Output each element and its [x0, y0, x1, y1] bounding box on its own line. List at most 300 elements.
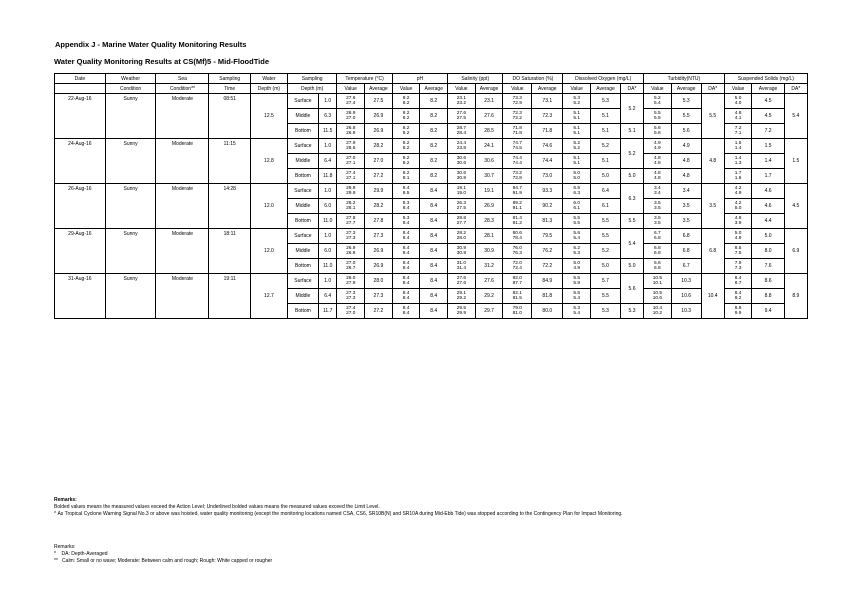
value-reading: 5.3	[573, 251, 581, 256]
value-reading: 5.5	[654, 110, 661, 116]
value-pair-cell	[503, 214, 532, 229]
sampling-depth-cell: 11.7	[318, 304, 336, 319]
value-reading: 30.6	[456, 155, 467, 161]
value-pair-cell	[503, 139, 532, 154]
header-cell: Value	[563, 84, 591, 94]
value-reading: 6.6	[654, 260, 661, 266]
value-pair-cell	[448, 124, 476, 139]
sampling-time-cell: 19:11	[209, 274, 251, 319]
water-quality-table	[54, 73, 808, 319]
value-reading: 6.1	[573, 206, 581, 211]
value-pair-cell	[448, 244, 476, 259]
value-reading: 5.4	[573, 296, 581, 301]
salinity-average: 27.6	[475, 109, 503, 124]
value-reading: 81.0	[512, 311, 522, 316]
value-pair-cell	[448, 304, 476, 319]
sampling-level-cell: Middle	[287, 199, 318, 214]
value-reading: 27.6	[346, 95, 356, 101]
value-pair-cell	[644, 124, 672, 139]
value-pair-cell	[392, 154, 420, 169]
ph-average: 8.4	[420, 259, 448, 274]
temp-average: 28.2	[365, 199, 393, 214]
header-cell: Salinity (ppt)	[448, 74, 503, 84]
do-saturation-average: 73.0	[532, 169, 563, 184]
header-cell: Average	[752, 84, 784, 94]
temp-average: 26.9	[365, 124, 393, 139]
turbidity-depth-average: 10.4	[701, 274, 724, 319]
value-reading: 5.5	[654, 116, 661, 121]
date-cell: 31-Aug-16	[55, 274, 106, 319]
value-pair-cell	[563, 229, 591, 244]
sampling-level-cell: Surface	[287, 184, 318, 199]
value-reading: 8.4	[402, 260, 410, 266]
value-pair-cell	[337, 259, 365, 274]
salinity-average: 30.6	[475, 154, 503, 169]
value-pair-cell	[503, 169, 532, 184]
temp-average: 29.9	[365, 184, 393, 199]
value-pair-cell	[724, 244, 752, 259]
weather-cell: Sunny	[105, 94, 156, 139]
value-pair-cell	[337, 274, 365, 289]
temp-average: 27.3	[365, 229, 393, 244]
value-pair-cell	[448, 229, 476, 244]
value-reading: 79.0	[512, 305, 522, 311]
weather-cell: Sunny	[105, 229, 156, 274]
value-pair-cell	[337, 154, 365, 169]
ss-average: 8.6	[752, 274, 784, 289]
sampling-depth-cell: 1.0	[318, 184, 336, 199]
sampling-depth-cell: 6.4	[318, 154, 336, 169]
value-reading: 81.5	[512, 296, 522, 301]
value-reading: 27.4	[346, 101, 356, 106]
value-reading: 73.3	[512, 95, 522, 101]
sea-condition-cell: Moderate	[156, 94, 209, 139]
do-average: 6.4	[591, 184, 621, 199]
do-bottom-value: 5.0	[620, 169, 643, 184]
do-saturation-average: 93.3	[532, 184, 563, 199]
value-pair-cell	[392, 244, 420, 259]
value-reading: 4.9	[654, 140, 661, 146]
temp-average: 27.0	[365, 154, 393, 169]
ph-average: 8.2	[420, 169, 448, 184]
value-reading: 8.4	[402, 305, 410, 311]
value-pair-cell	[503, 259, 532, 274]
header-cell: Condition	[105, 84, 156, 94]
salinity-average: 29.7	[475, 304, 503, 319]
value-reading: 30.6	[456, 170, 467, 176]
value-reading: 27.8	[346, 215, 356, 221]
sampling-time-cell: 08:51	[209, 94, 251, 139]
value-pair-cell	[724, 289, 752, 304]
header-cell: Value	[392, 84, 420, 94]
temp-average: 28.2	[365, 139, 393, 154]
value-reading: 5.1	[573, 131, 581, 136]
sampling-level-cell: Middle	[287, 109, 318, 124]
value-reading: 5.2	[573, 140, 581, 146]
do-bottom-value: 5.3	[620, 304, 643, 319]
header-cell: Average	[365, 84, 393, 94]
value-reading: 1.3	[734, 161, 742, 166]
temp-average: 27.3	[365, 289, 393, 304]
value-reading: 4.9	[654, 146, 661, 151]
sampling-time-cell: 14:28	[209, 184, 251, 229]
sampling-depth-cell: 11.8	[318, 169, 336, 184]
turbidity-depth-average: 5.5	[701, 94, 724, 139]
value-pair-cell	[563, 184, 591, 199]
salinity-average: 29.2	[475, 289, 503, 304]
value-pair-cell	[644, 109, 672, 124]
value-reading: 8.4	[402, 251, 410, 256]
ss-average: 8.0	[752, 244, 784, 259]
value-reading: 6.0	[573, 200, 581, 206]
header-cell: Average	[671, 84, 701, 94]
ph-average: 8.4	[420, 214, 448, 229]
header-cell: DA*	[701, 84, 724, 94]
value-reading: 27.9	[346, 140, 356, 146]
header-cell: Average	[420, 84, 448, 94]
do-average: 5.5	[591, 289, 621, 304]
value-pair-cell	[392, 199, 420, 214]
value-pair-cell	[563, 94, 591, 109]
turbidity-average: 4.8	[671, 169, 701, 184]
value-reading: 26.8	[346, 125, 356, 131]
turbidity-average: 3.5	[671, 214, 701, 229]
value-reading: 10.1	[652, 281, 663, 286]
value-reading: 5.0	[734, 95, 742, 101]
value-pair-cell	[392, 184, 420, 199]
do-bottom-value: 5.0	[620, 259, 643, 274]
value-reading: 71.8	[512, 125, 522, 131]
value-pair-cell	[724, 304, 752, 319]
value-reading: 26.9	[346, 131, 356, 136]
header-cell: Average	[532, 84, 563, 94]
value-reading: 8.4	[402, 236, 410, 241]
salinity-average: 24.1	[475, 139, 503, 154]
value-reading: 7.3	[734, 266, 742, 271]
value-reading: 8.2	[402, 131, 410, 136]
turbidity-depth-average: 3.5	[701, 184, 724, 229]
value-reading: 23.2	[456, 101, 467, 106]
turbidity-average: 4.8	[671, 154, 701, 169]
value-reading: 72.9	[512, 101, 522, 106]
do-saturation-average: 81.8	[532, 289, 563, 304]
value-reading: 7.9	[734, 260, 742, 266]
water-depth-cell: 12.7	[250, 274, 287, 319]
table-row	[55, 139, 808, 154]
value-reading: 4.8	[654, 155, 661, 161]
value-pair-cell	[563, 139, 591, 154]
value-pair-cell	[503, 184, 532, 199]
header-cell: DO Saturation (%)	[503, 74, 563, 84]
value-pair-cell	[337, 124, 365, 139]
header-cell: Sampling	[287, 74, 337, 84]
value-reading: 27.7	[346, 221, 356, 226]
value-reading: 5.1	[573, 110, 581, 116]
sea-condition-cell: Moderate	[156, 229, 209, 274]
do-depth-average: 5.6	[620, 274, 643, 304]
value-reading: 5.4	[654, 101, 661, 106]
value-reading: 5.4	[573, 311, 581, 316]
value-reading: 82.0	[512, 275, 522, 281]
ph-average: 8.4	[420, 289, 448, 304]
value-reading: 4.8	[654, 170, 661, 176]
weather-cell: Sunny	[105, 139, 156, 184]
ss-average: 4.6	[752, 184, 784, 199]
header-cell: Value	[448, 84, 476, 94]
value-pair-cell	[448, 184, 476, 199]
value-reading: 6.5	[573, 185, 581, 191]
value-reading: 74.4	[512, 155, 522, 161]
temp-average: 27.5	[365, 94, 393, 109]
value-reading: 31.0	[456, 260, 467, 266]
value-reading: 8.2	[402, 146, 410, 151]
sampling-level-cell: Bottom	[287, 214, 318, 229]
temp-average: 27.2	[365, 304, 393, 319]
value-pair-cell	[448, 109, 476, 124]
value-reading: 10.6	[652, 296, 663, 301]
value-reading: 5.0	[573, 260, 581, 266]
do-depth-average: 6.3	[620, 184, 643, 214]
temp-average: 26.9	[365, 109, 393, 124]
header-cell: Water	[250, 74, 287, 84]
ph-average: 8.2	[420, 124, 448, 139]
value-reading: 27.6	[456, 281, 467, 286]
do-average: 5.3	[591, 304, 621, 319]
do-depth-average: 5.2	[620, 94, 643, 124]
value-reading: 26.8	[346, 251, 356, 256]
value-reading: 4.8	[734, 215, 742, 221]
temp-average: 27.8	[365, 214, 393, 229]
do-average: 6.1	[591, 199, 621, 214]
ss-average: 4.5	[752, 94, 784, 109]
sea-condition-cell: Moderate	[156, 274, 209, 319]
value-pair-cell	[448, 199, 476, 214]
value-pair-cell	[448, 169, 476, 184]
sampling-depth-cell: 6.0	[318, 199, 336, 214]
turbidity-average: 5.6	[671, 124, 701, 139]
ss-average: 1.5	[752, 139, 784, 154]
value-pair-cell	[644, 289, 672, 304]
value-reading: 74.5	[512, 146, 522, 151]
table-header	[55, 74, 808, 94]
sampling-depth-cell: 11.0	[318, 259, 336, 274]
value-reading: 27.6	[456, 275, 467, 281]
value-reading: 76.0	[512, 245, 522, 251]
value-pair-cell	[503, 124, 532, 139]
value-pair-cell	[503, 229, 532, 244]
ss-average: 7.2	[752, 124, 784, 139]
value-reading: 74.4	[512, 161, 522, 166]
value-pair-cell	[563, 199, 591, 214]
value-reading: 5.0	[573, 176, 581, 181]
value-reading: 24.4	[456, 140, 467, 146]
table-row	[55, 94, 808, 109]
value-reading: 3.9	[734, 221, 742, 226]
value-reading: 8.2	[402, 110, 410, 116]
value-reading: 8.7	[734, 281, 742, 286]
sampling-level-cell: Surface	[287, 229, 318, 244]
value-reading: 8.4	[402, 311, 410, 316]
value-pair-cell	[503, 304, 532, 319]
value-reading: 10.4	[652, 305, 663, 311]
value-reading: 5.4	[573, 236, 581, 241]
value-reading: 27.6	[456, 110, 467, 116]
value-reading: 72.2	[512, 116, 522, 121]
value-reading: 8.4	[402, 290, 410, 296]
value-pair-cell	[724, 214, 752, 229]
table-row	[55, 274, 808, 289]
value-reading: 28.4	[456, 131, 467, 136]
value-reading: 4.2	[734, 185, 742, 191]
value-reading: 5.0	[734, 206, 742, 211]
sampling-level-cell: Surface	[287, 139, 318, 154]
value-reading: 9.2	[734, 296, 742, 301]
value-reading: 4.9	[734, 191, 742, 196]
value-pair-cell	[392, 109, 420, 124]
value-reading: 6.7	[654, 230, 661, 236]
do-depth-average: 5.4	[620, 229, 643, 259]
sampling-level-cell: Middle	[287, 289, 318, 304]
sampling-depth-cell: 11.5	[318, 124, 336, 139]
value-pair-cell	[503, 154, 532, 169]
value-reading: 1.7	[734, 170, 742, 176]
appendix-title: Appendix J - Marine Water Quality Monitoring Results	[55, 40, 247, 49]
value-reading: 7.1	[734, 131, 742, 136]
sampling-level-cell: Surface	[287, 274, 318, 289]
value-pair-cell	[337, 184, 365, 199]
value-reading: 27.0	[346, 116, 356, 121]
value-reading: 8.5	[734, 245, 742, 251]
value-reading: 8.1	[402, 176, 410, 181]
value-reading: 76.3	[512, 251, 522, 256]
value-pair-cell	[563, 259, 591, 274]
turbidity-average: 10.3	[671, 304, 701, 319]
header-cell: Depth (m)	[250, 84, 287, 94]
remarks-line: Bolded values means the measured values exceed the Action Level; Underlined bolded values means the measured values exceed the Limit Level.	[54, 504, 380, 510]
value-reading: 81.2	[512, 221, 522, 226]
value-reading: 8.4	[734, 275, 742, 281]
value-reading: 19.1	[456, 185, 467, 191]
do-average: 5.1	[591, 124, 621, 139]
value-pair-cell	[563, 169, 591, 184]
value-pair-cell	[448, 94, 476, 109]
ph-average: 8.2	[420, 154, 448, 169]
value-reading: 1.4	[734, 146, 742, 151]
value-reading: 80.6	[512, 230, 522, 236]
ss-depth-average: 1.5	[784, 139, 807, 184]
value-reading: 27.4	[346, 305, 356, 311]
value-pair-cell	[563, 289, 591, 304]
value-pair-cell	[563, 154, 591, 169]
value-reading: 9.9	[734, 311, 742, 316]
value-reading: 8.4	[402, 275, 410, 281]
value-reading: 5.5	[573, 290, 581, 296]
sampling-depth-cell: 1.0	[318, 229, 336, 244]
value-reading: 10.5	[652, 275, 663, 281]
turbidity-average: 10.3	[671, 274, 701, 289]
value-reading: 27.0	[346, 260, 356, 266]
value-reading: 8.3	[402, 200, 410, 206]
ss-average: 4.6	[752, 199, 784, 214]
header-cell: Value	[503, 84, 532, 94]
table-row	[55, 229, 808, 244]
value-reading: 28.8	[456, 215, 467, 221]
value-reading: 27.1	[346, 161, 356, 166]
salinity-average: 26.9	[475, 199, 503, 214]
ss-average: 9.4	[752, 304, 784, 319]
value-reading: 6.8	[654, 266, 661, 271]
turbidity-depth-average: 6.8	[701, 229, 724, 274]
value-reading: 4.8	[654, 161, 661, 166]
value-reading: 8.2	[402, 170, 410, 176]
water-depth-cell: 12.0	[250, 184, 287, 229]
temp-average: 26.9	[365, 259, 393, 274]
value-reading: 6.8	[654, 236, 661, 241]
value-pair-cell	[392, 304, 420, 319]
header-cell: Time	[209, 84, 251, 94]
do-saturation-average: 71.8	[532, 124, 563, 139]
salinity-average: 28.5	[475, 124, 503, 139]
value-reading: 8.2	[402, 125, 410, 131]
do-depth-average: 5.2	[620, 139, 643, 169]
value-reading: 72.0	[512, 260, 522, 266]
value-reading: 26.3	[456, 200, 467, 206]
sampling-time-cell: 18:11	[209, 229, 251, 274]
turbidity-average: 5.5	[671, 109, 701, 124]
value-reading: 28.5	[346, 146, 356, 151]
sampling-level-cell: Bottom	[287, 259, 318, 274]
value-reading: 8.2	[402, 155, 410, 161]
value-pair-cell	[644, 244, 672, 259]
value-pair-cell	[392, 229, 420, 244]
ss-average: 4.4	[752, 214, 784, 229]
value-reading: 6.8	[654, 251, 661, 256]
value-reading: 27.5	[456, 206, 467, 211]
do-average: 5.0	[591, 259, 621, 274]
value-pair-cell	[644, 199, 672, 214]
table-row	[55, 184, 808, 199]
ss-depth-average: 8.9	[784, 274, 807, 319]
turbidity-average: 10.6	[671, 289, 701, 304]
do-average: 5.5	[591, 229, 621, 244]
sampling-depth-cell: 6.0	[318, 244, 336, 259]
value-pair-cell	[503, 274, 532, 289]
value-reading: 78.4	[512, 236, 522, 241]
value-reading: 23.1	[456, 95, 467, 101]
value-pair-cell	[563, 124, 591, 139]
do-average: 5.2	[591, 139, 621, 154]
do-average: 5.0	[591, 169, 621, 184]
remarks-line: * DA: Depth-Averaged	[54, 551, 108, 557]
value-reading: 82.1	[512, 290, 522, 296]
ph-average: 8.4	[420, 229, 448, 244]
value-reading: 5.0	[573, 170, 581, 176]
date-cell: 24-Aug-16	[55, 139, 106, 184]
table-title: Water Quality Monitoring Results at CS(Mf)5 - Mid-FloodTide	[54, 57, 269, 66]
value-pair-cell	[392, 274, 420, 289]
value-reading: 5.1	[573, 161, 581, 166]
value-reading: 27.1	[346, 176, 356, 181]
header-cell: Suspended Solids (mg/L)	[724, 74, 807, 84]
ss-average: 4.5	[752, 109, 784, 124]
value-pair-cell	[724, 109, 752, 124]
value-reading: 5.5	[573, 215, 581, 221]
sampling-depth-cell: 6.3	[318, 109, 336, 124]
value-reading: 3.4	[654, 191, 661, 196]
ph-average: 8.4	[420, 304, 448, 319]
turbidity-average: 3.4	[671, 184, 701, 199]
value-pair-cell	[724, 139, 752, 154]
